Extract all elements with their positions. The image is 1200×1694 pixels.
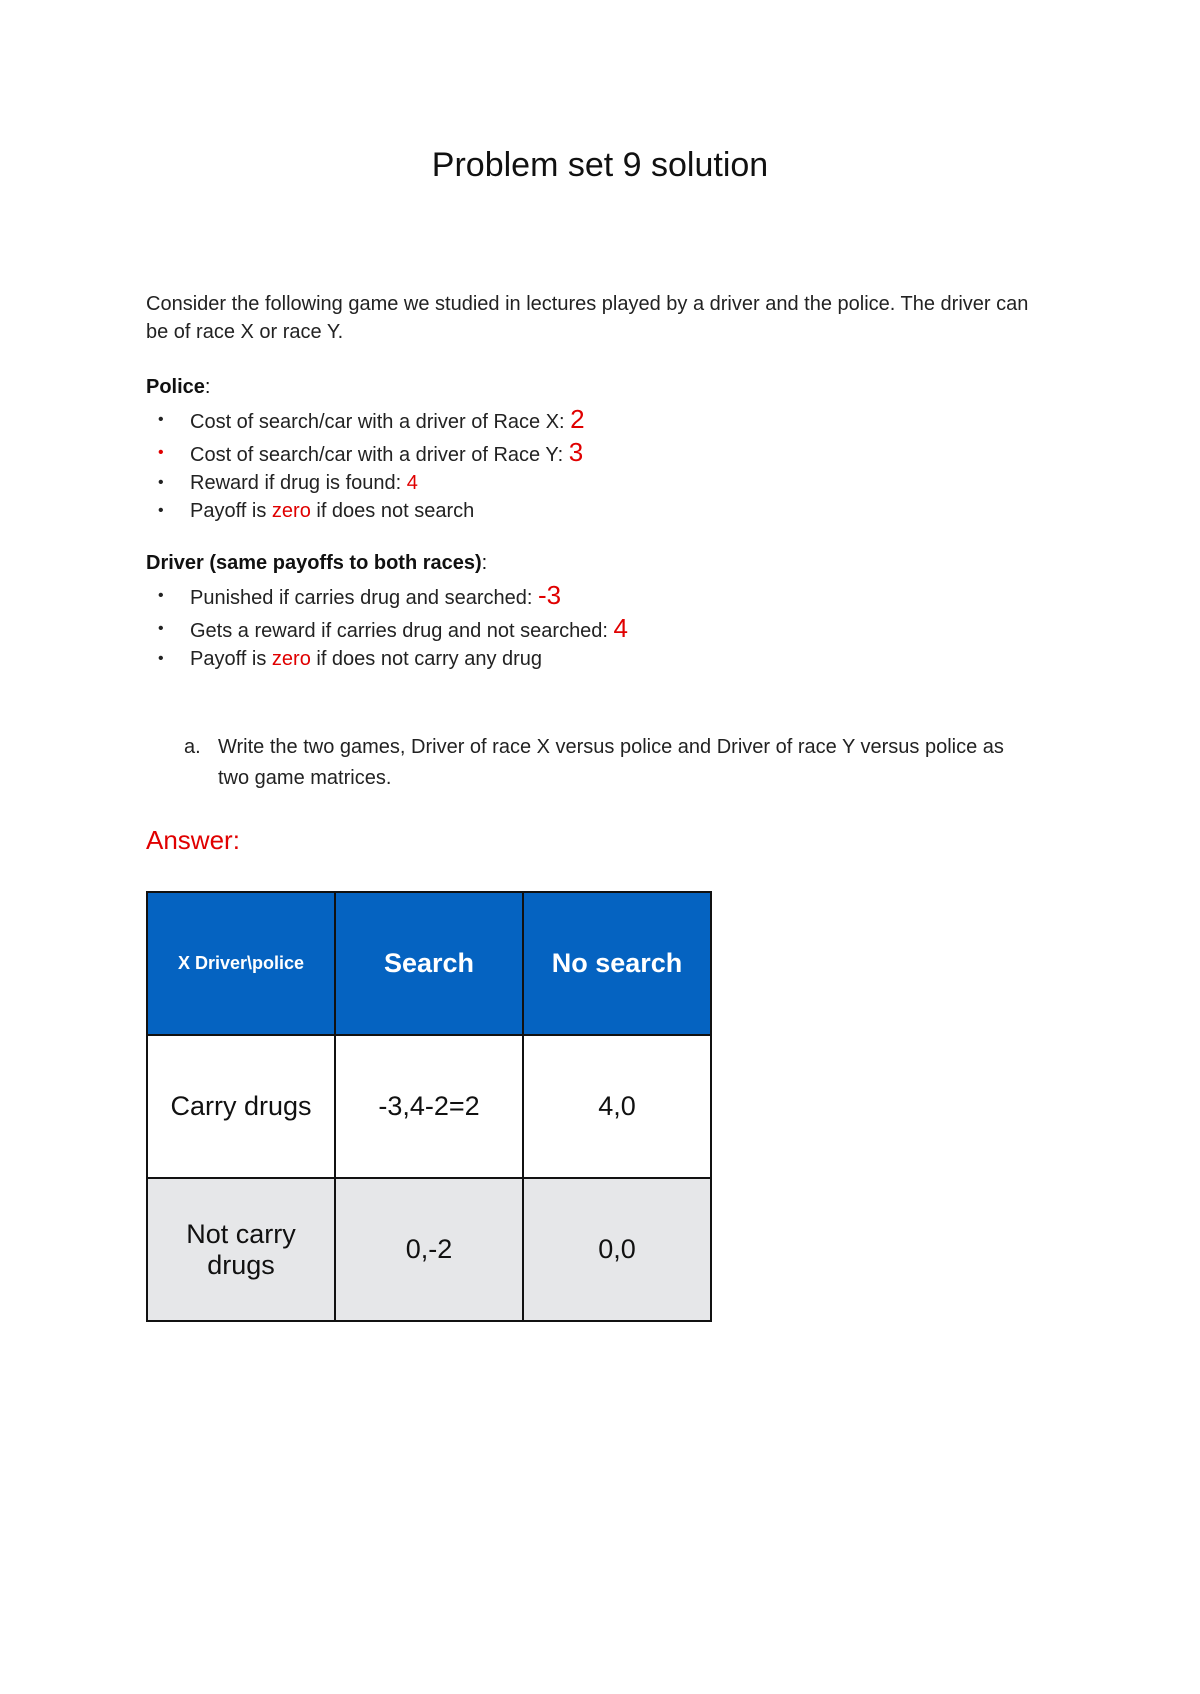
list-item	[146, 436, 585, 469]
list-item	[146, 469, 585, 497]
answer-label: Answer:	[146, 825, 240, 855]
list-item	[146, 645, 628, 673]
table-row	[147, 1178, 711, 1321]
driver-heading	[146, 552, 487, 575]
bullet-icon: •	[158, 444, 164, 461]
list-item-highlight: zero	[271, 648, 311, 670]
list-item-text: Payoff is	[190, 648, 272, 670]
table-cell: 0,0	[523, 1178, 711, 1321]
table-cell: -3,4-2=2	[335, 1035, 523, 1178]
bullet-icon: •	[158, 411, 164, 428]
police-heading-colon: :	[204, 376, 211, 398]
list-item-value: 3	[568, 437, 584, 467]
police-list	[146, 403, 585, 525]
column-header-search: Search	[335, 892, 523, 1035]
bullet-icon: •	[158, 650, 164, 667]
page-title: Problem set 9 solution	[431, 146, 769, 184]
list-item-text: Gets a reward if carries drug and not searched:	[190, 620, 614, 642]
table-cell: 4,0	[523, 1035, 711, 1178]
question-a	[180, 732, 1020, 794]
list-item-value: 4	[406, 472, 418, 494]
bullet-icon: •	[158, 502, 164, 519]
bullet-icon: •	[158, 587, 164, 604]
list-item-text: Reward if drug is found:	[190, 472, 407, 494]
list-item-text: Cost of search/car with a driver of Race X:	[190, 411, 571, 433]
police-heading-label: Police	[146, 376, 205, 398]
list-item	[146, 579, 628, 612]
table-header-row	[147, 892, 711, 1035]
table-row	[147, 1035, 711, 1178]
column-header-no-search: No search	[523, 892, 711, 1035]
list-item	[146, 612, 628, 645]
matrix-corner-label: X Driver\police	[147, 892, 335, 1035]
list-item-value: 2	[570, 404, 585, 434]
driver-heading-label: Driver (same payoffs to both races)	[146, 552, 482, 574]
question-text: Write the two games, Driver of race X versus police and Driver of race Y versus police as two game matrices.	[218, 736, 1004, 789]
list-item-text: Payoff is	[190, 500, 272, 522]
list-item-highlight: zero	[271, 500, 311, 522]
list-item-text: Punished if carries drug and searched:	[190, 587, 538, 609]
list-item-text-after: if does not search	[310, 500, 475, 522]
bullet-icon: •	[158, 620, 164, 637]
game-matrix-table	[146, 891, 712, 1322]
list-item	[146, 497, 585, 525]
row-header-not-carry-drugs: Not carry drugs	[147, 1178, 335, 1321]
list-item	[146, 403, 585, 436]
intro-paragraph: Consider the following game we studied in lectures played by a driver and the police. The driver can be of race X or race Y.	[146, 293, 1029, 343]
list-item-value: 4	[613, 613, 629, 643]
list-item-value: -3	[537, 580, 562, 610]
driver-list	[146, 579, 628, 673]
list-item-text: Cost of search/car with a driver of Race Y:	[190, 444, 569, 466]
list-item-text-after: if does not carry any drug	[310, 648, 543, 670]
question-marker: a.	[184, 736, 201, 758]
police-heading	[146, 376, 210, 399]
bullet-icon: •	[158, 474, 164, 491]
row-header-carry-drugs: Carry drugs	[147, 1035, 335, 1178]
table-cell: 0,-2	[335, 1178, 523, 1321]
driver-heading-colon: :	[481, 552, 488, 574]
